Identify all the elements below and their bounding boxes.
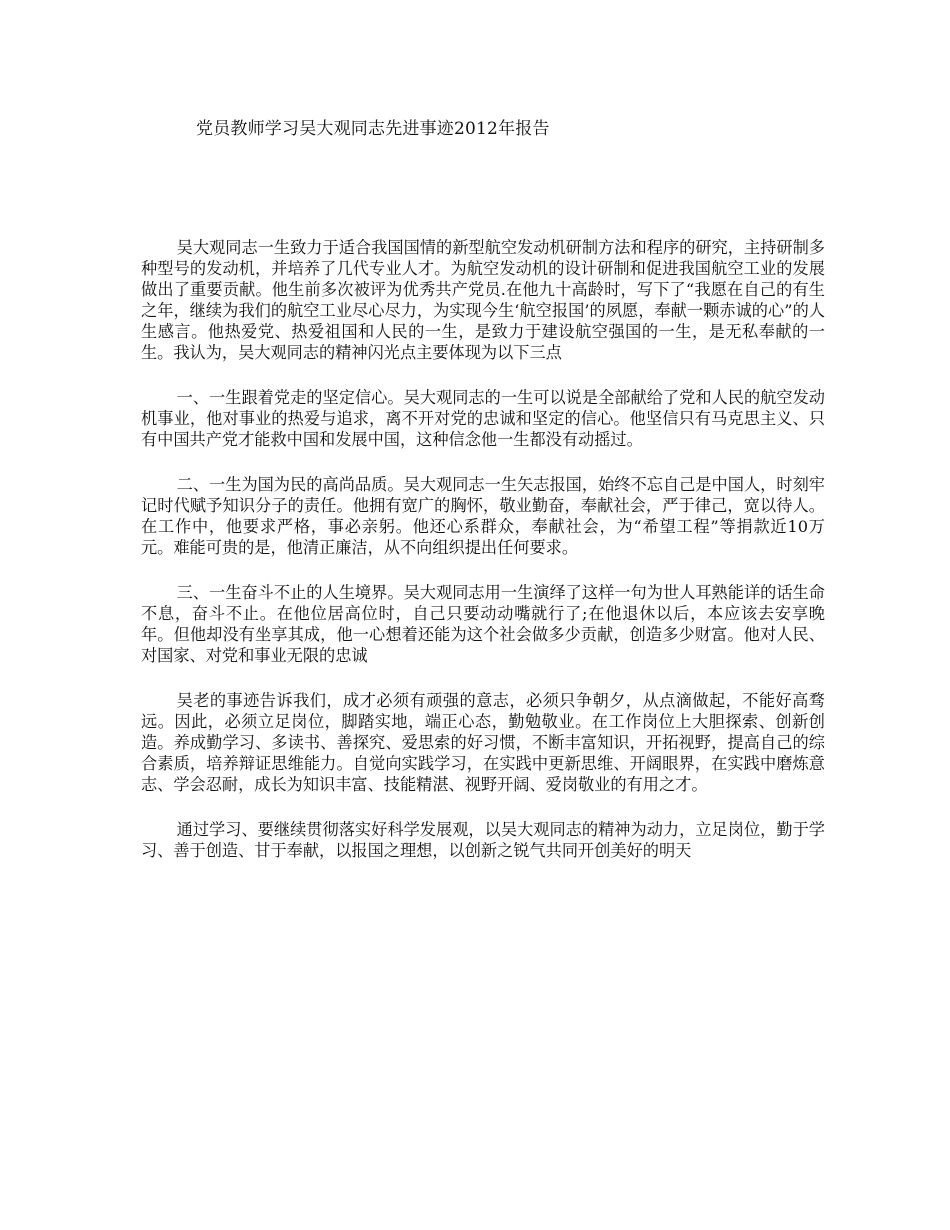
paragraph-point-two: 二、一生为国为民的高尚品质。吴大观同志一生矢志报国，始终不忘自己是中国人，时刻牢记时代赋予知识分子的责任。他拥有宽广的胸怀，敬业勤奋，奉献社会，严于律己，宽以待人。在工作中，他要求严格，事必亲躬。他还心系群众，奉献社会，为“希望工程”等捐款近10万元。难能可贵的是，他清正廉洁，从不向组织提出任何要求。 <box>141 475 825 557</box>
document-body <box>141 237 825 885</box>
paragraph-point-three: 三、一生奋斗不止的人生境界。吴大观同志用一生演绎了这样一句为世人耳熟能详的话生命不息，奋斗不止。在他位居高位时，自己只要动动嘴就行了;在他退休以后，本应该去安享晚年。但他却没有坐享其成，他一心想着还能为这个社会做多少贡献，创造多少财富。他对人民、对国家、对党和事业无限的忠诚 <box>141 583 825 665</box>
paragraph-intro: 吴大观同志一生致力于适合我国国情的新型航空发动机研制方法和程序的研究，主持研制多种型号的发动机，并培养了几代专业人才。为航空发动机的设计研制和促进我国航空工业的发展做出了重要贡献。他生前多次被评为优秀共产党员.在他九十高龄时，写下了“我愿在自己的有生之年，继续为我们的航空工业尽心尽力，为实现今生‘航空报国’的夙愿，奉献一颗赤诚的心”的人生感言。他热爱党、热爱祖国和人民的一生，是致力于建设航空强国的一生，是无私奉献的一生。我认为，吴大观同志的精神闪光点主要体现为以下三点 <box>141 238 825 362</box>
paragraph-conclusion: 通过学习、要继续贯彻落实好科学发展观，以吴大观同志的精神为动力，立足岗位，勤于学习、善于创造、甘于奉献，以报国之理想，以创新之锐气共同开创美好的明天 <box>141 820 825 860</box>
paragraph-lessons: 吴老的事迹告诉我们，成才必须有顽强的意志，必须只争朝夕，从点滴做起，不能好高骛远。因此，必须立足岗位，脚踏实地，端正心态，勤勉敬业。在工作岗位上大胆探索、创新创造。养成勤学习、多读书、善探究、爱思索的好习惯，不断丰富知识，开拓视野，提高自己的综合素质，培养辩证思维能力。自觉向实践学习，在实践中更新思维、开阔眼界，在实践中磨炼意志、学会忍耐，成长为知识丰富、技能精湛、视野开阔、爱岗敬业的有用之才。 <box>141 691 825 794</box>
paragraph-point-one: 一、一生跟着党走的坚定信心。吴大观同志的一生可以说是全部献给了党和人民的航空发动机事业，他对事业的热爱与追求，离不开对党的忠诚和坚定的信心。他坚信只有马克思主义、只有中国共产党才能救中国和发展中国，这种信念他一生都没有动摇过。 <box>141 388 825 449</box>
document-title: 党员教师学习吴大观同志先进事迹2012年报告 <box>196 119 550 139</box>
